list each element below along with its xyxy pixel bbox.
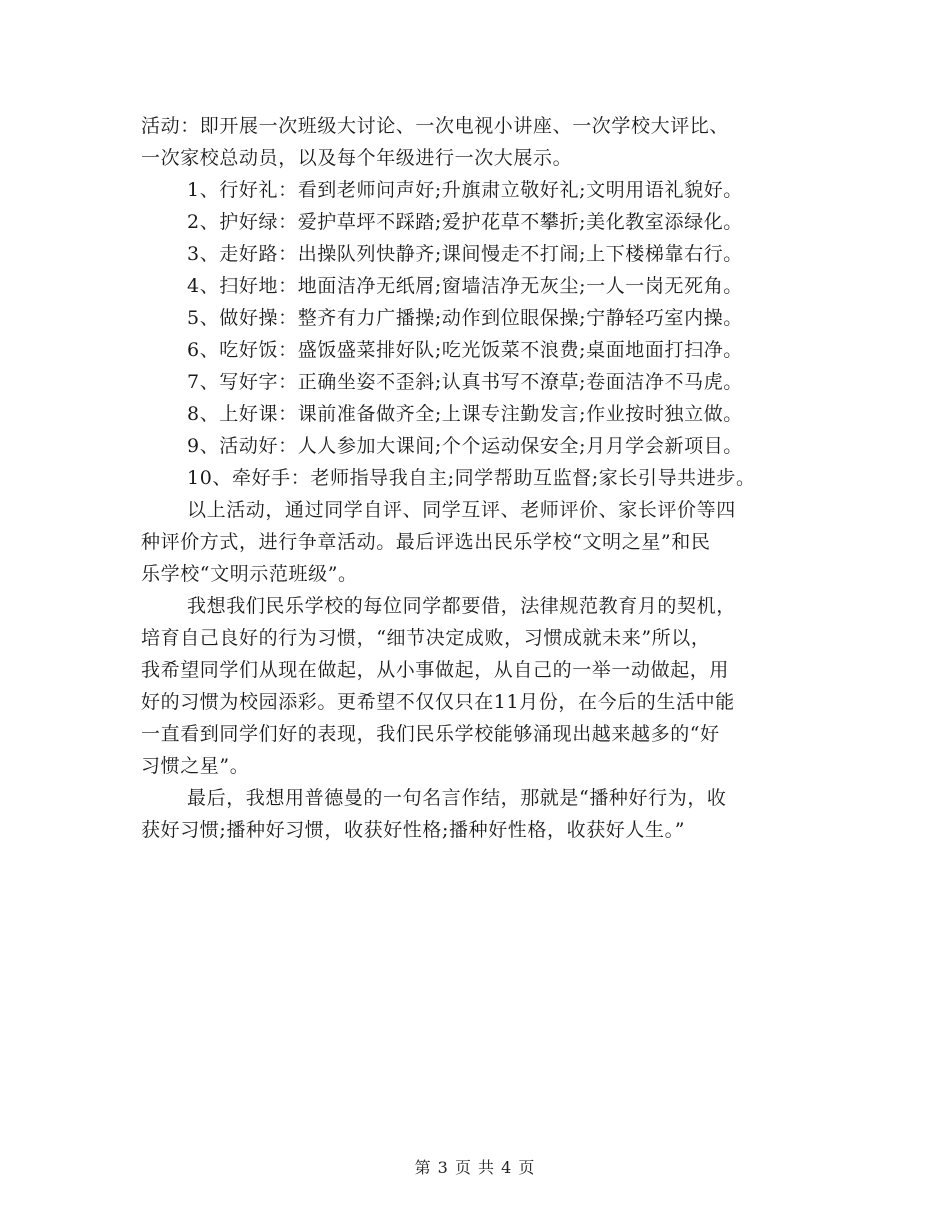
list-item: 8、上好课：课前准备做齐全;上课专注勤发言;作业按时独立做。 xyxy=(187,403,743,425)
evaluation-paragraph-line: 乐学校“文明示范班级”。 xyxy=(141,563,358,585)
document-body xyxy=(141,110,821,846)
evaluation-paragraph-line: 种评价方式，进行争章活动。最后评选出民乐学校“文明之星”和民 xyxy=(141,531,711,553)
list-item: 10、牵好手：老师指导我自主;同学帮助互监督;家长引导共进步。 xyxy=(187,467,756,489)
list-item: 4、扫好地：地面洁净无纸屑;窗墙洁净无灰尘;一人一岗无死角。 xyxy=(187,275,743,297)
hope-paragraph-line: 培育自己良好的行为习惯，“细节决定成败，习惯成就未来”所以， xyxy=(141,627,711,649)
conclusion-paragraph-line: 最后，我想用普德曼的一句名言作结，那就是“播种好行为，收 xyxy=(187,787,727,809)
hope-paragraph-line: 好的习惯为校园添彩。更希望不仅仅只在11月份，在今后的生活中能 xyxy=(141,691,735,713)
list-item: 7、写好字：正确坐姿不歪斜;认真书写不潦草;卷面洁净不马虎。 xyxy=(187,371,743,393)
intro-line: 活动：即开展一次班级大讨论、一次电视小讲座、一次学校大评比、 xyxy=(141,115,730,137)
hope-paragraph-line: 我希望同学们从现在做起，从小事做起，从自己的一举一动做起，用 xyxy=(141,659,730,681)
list-item: 3、走好路：出操队列快静齐;课间慢走不打闹;上下楼梯靠右行。 xyxy=(187,243,743,265)
conclusion-paragraph-line: 获好习惯;播种好习惯，收获好性格;播种好性格，收获好人生。” xyxy=(141,819,686,841)
intro-line: 一次家校总动员，以及每个年级进行一次大展示。 xyxy=(141,147,573,169)
hope-paragraph-line: 一直看到同学们好的表现，我们民乐学校能够涌现出越来越多的“好 xyxy=(141,723,720,745)
list-item: 2、护好绿：爱护草坪不踩踏;爱护花草不攀折;美化教室添绿化。 xyxy=(187,211,743,233)
list-item: 9、活动好：人人参加大课间;个个运动保安全;月月学会新项目。 xyxy=(187,435,743,457)
hope-paragraph-line: 我想我们民乐学校的每位同学都要借，法律规范教育月的契机， xyxy=(187,595,736,617)
list-item: 5、做好操：整齐有力广播操;动作到位眼保操;宁静轻巧室内操。 xyxy=(187,307,743,329)
hope-paragraph-line: 习惯之星”。 xyxy=(141,755,250,777)
evaluation-paragraph-line: 以上活动，通过同学自评、同学互评、老师评价、家长评价等四 xyxy=(187,499,736,521)
page-number-footer: 第 3 页 共 4 页 xyxy=(414,1158,536,1177)
list-item: 6、吃好饭：盛饭盛菜排好队;吃光饭菜不浪费;桌面地面打扫净。 xyxy=(187,339,743,361)
list-item: 1、行好礼：看到老师问声好;升旗肃立敬好礼;文明用语礼貌好。 xyxy=(187,179,743,201)
